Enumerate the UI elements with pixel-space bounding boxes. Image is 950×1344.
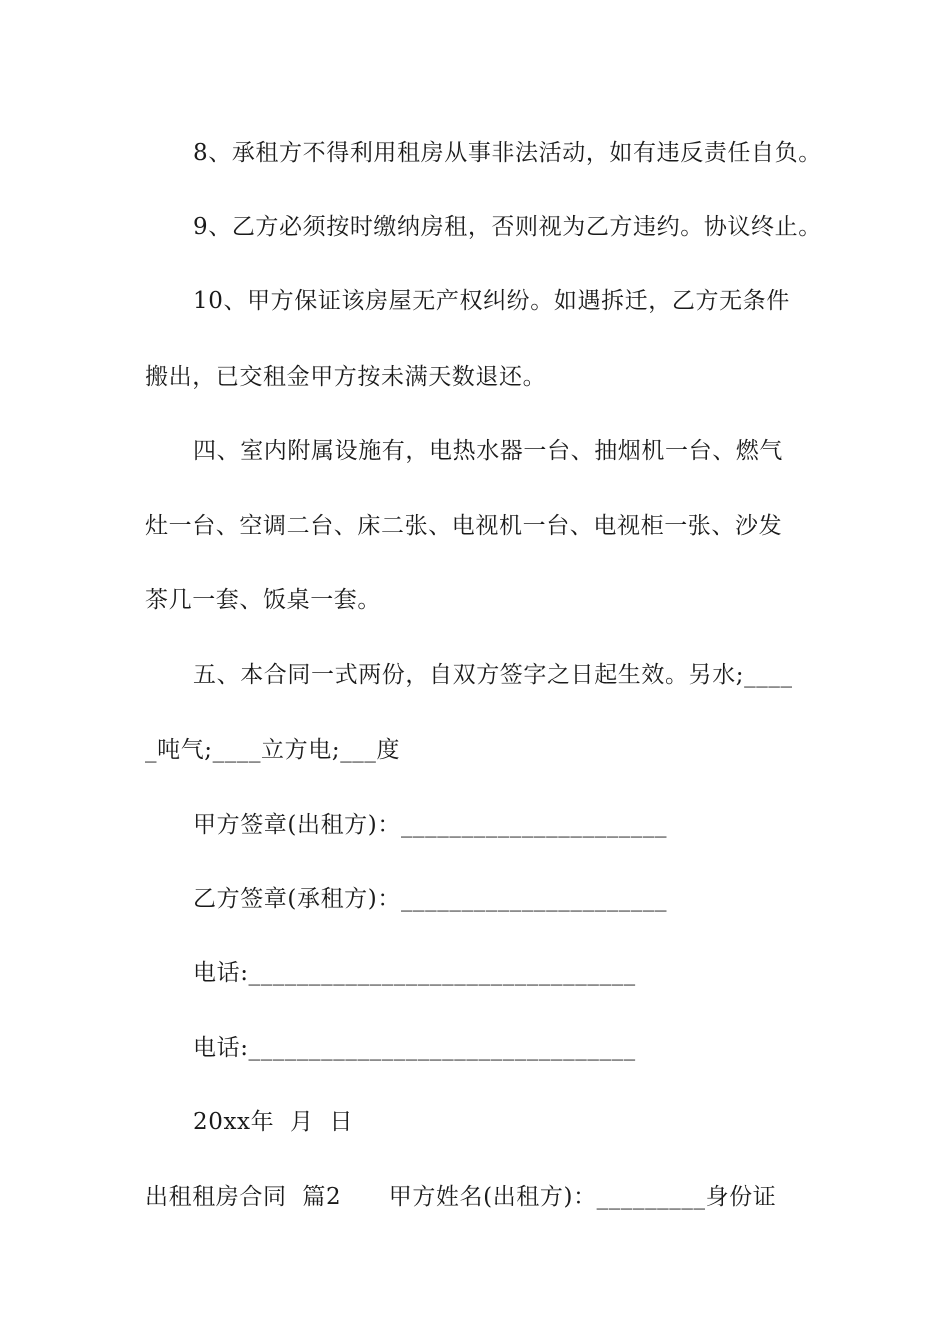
clause-8: 8、承租方不得利用租房从事非法活动，如有违反责任自负。 <box>193 140 822 166</box>
phone-line-1: 电话:________________________________ <box>193 960 636 986</box>
section-5-line-2: _吨气;____立方电;___度 <box>145 737 401 763</box>
party-b-signature: 乙方签章(承租方)：______________________ <box>193 886 668 912</box>
section-5-line-1: 五、本合同一式两份，自双方签字之日起生效。另水;____ <box>193 662 793 688</box>
clause-10-line-1: 10、甲方保证该房屋无产权纠纷。如遇拆迁，乙方无条件 <box>193 288 790 314</box>
section-4-line-1: 四、室内附属设施有，电热水器一台、抽烟机一台、燃气 <box>193 438 783 464</box>
clause-10-line-2: 搬出，已交租金甲方按未满天数退还。 <box>145 364 547 390</box>
section-4-line-2: 灶一台、空调二台、床二张、电视机一台、电视柜一张、沙发 <box>145 513 783 539</box>
date-line: 20xx年 月 日 <box>193 1109 354 1135</box>
phone-line-2: 电话:________________________________ <box>193 1035 636 1061</box>
clause-9: 9、乙方必须按时缴纳房租，否则视为乙方违约。协议终止。 <box>193 214 822 240</box>
contract-2-heading: 出租租房合同 篇2 甲方姓名(出租方)：_________身份证 <box>145 1184 777 1210</box>
party-a-signature: 甲方签章(出租方)：______________________ <box>193 812 668 838</box>
section-4-line-3: 茶几一套、饭桌一套。 <box>145 587 381 613</box>
